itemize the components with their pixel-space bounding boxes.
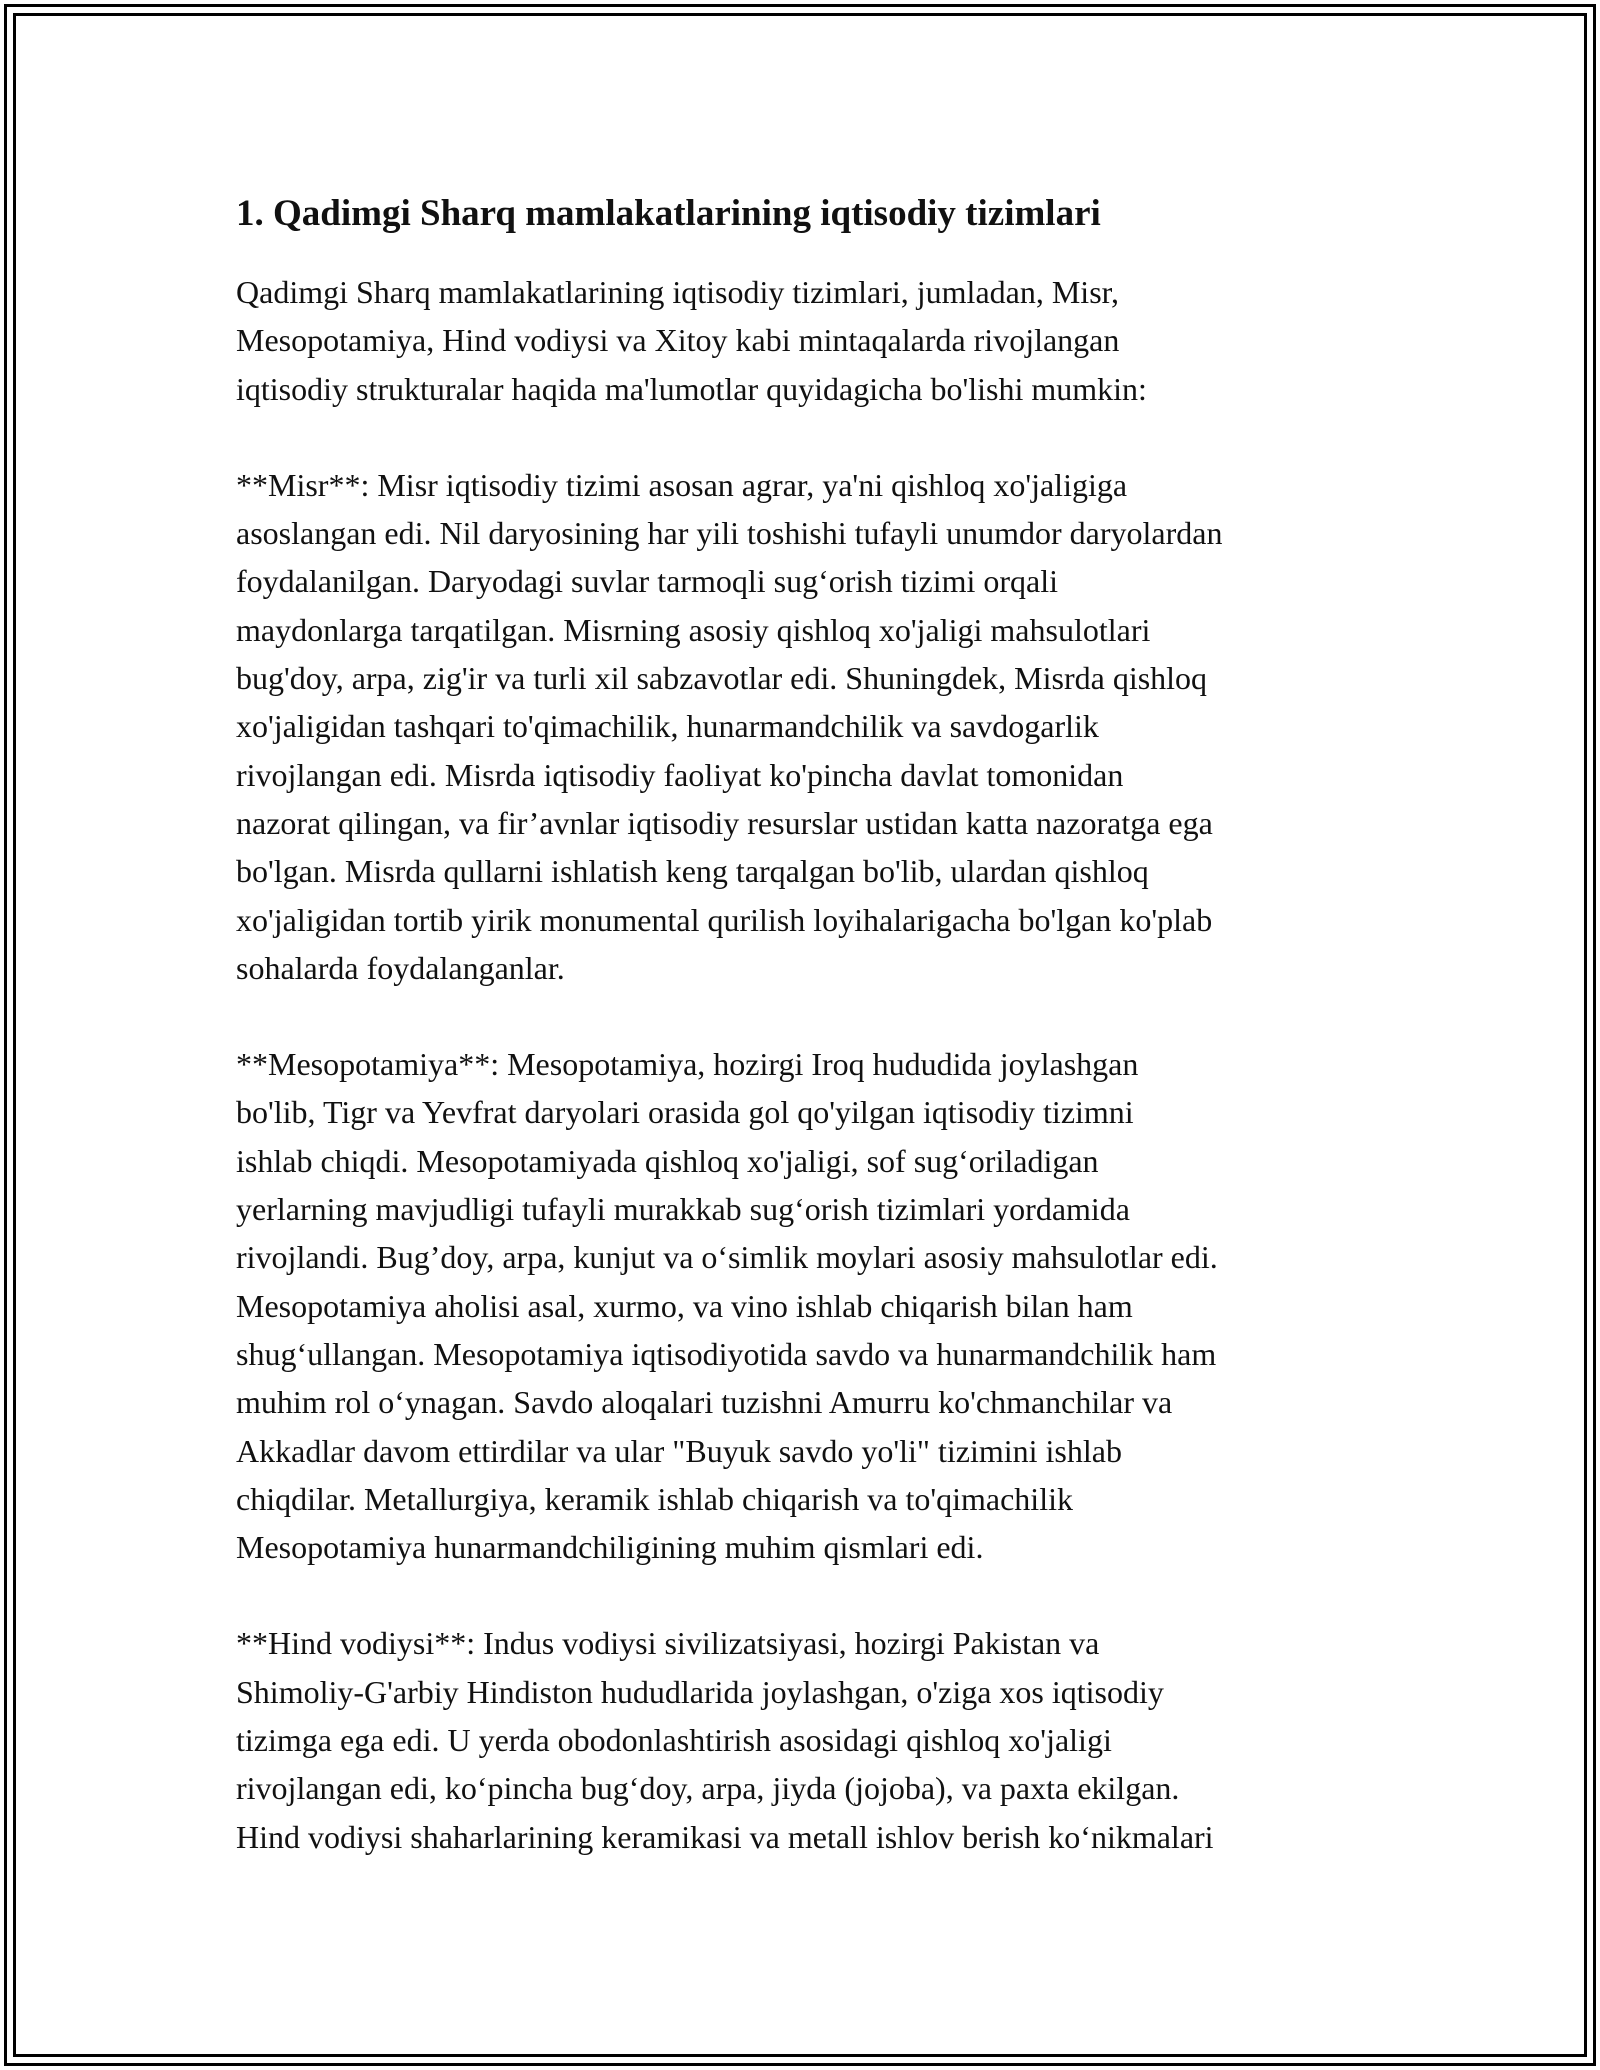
paragraph-mesopotamiya: **Mesopotamiya**: Mesopotamiya, hozirgi Iroq hududida joylashgan bo'lib, Tigr va Yevfrat daryolari orasida gol qo'yilgan iqtisodiy tizimni ishlab chiqdi. Mesopotamiyada qishloq xo'jaligi, sof sug‘oriladigan yerlarning mavjudligi tufayli murakkab sug‘orish tizimlari yordamida rivojlandi. Bug’doy, arpa, kunjut va o‘simlik moylari asosiy mahsulotlar edi. Mesopotamiya aholisi asal, xurmo, va vino ishlab chiqarish bilan ham shug‘ullangan. Mesopotamiya iqtisodiyotida savdo va hunarmandchilik ham muhim rol o‘ynagan. Savdo aloqalari tuzishni Amurru ko'chmanchilar va Akkadlar davom ettirdilar va ular "Buyuk savdo yo'li" tizimini ishlab chiqdilar. Metallurgiya, keramik ishlab chiqarish va to'qimachilik Mesopotamiya hunarmandchiligining muhim qismlari edi. bbox=[236, 1046, 1218, 1566]
paragraph-misr: **Misr**: Misr iqtisodiy tizimi asosan agrar, ya'ni qishloq xo'jaligiga asoslangan edi. Nil daryosining har yili toshishi tufayli unumdor daryolardan foydalanilgan. Daryodagi suvlar tarmoqli sug‘orish tizimi orqali maydonlarga tarqatilgan. Misrning asosiy qishloq xo'jaligi mahsulotlari bug'doy, arpa, zig'ir va turli xil sabzavotlar edi. Shuningdek, Misrda qishloq xo'jaligidan tashqari to'qimachilik, hunarmandchilik va savdogarlik rivojlangan edi. Misrda iqtisodiy faoliyat ko'pincha davlat tomonidan nazorat qilingan, va fir’avnlar iqtisodiy resurslar ustidan katta nazoratga ega bo'lgan. Misrda qullarni ishlatish keng tarqalgan bo'lib, ulardan qishloq xo'jaligidan tortib yirik monumental qurilish loyihalarigacha bo'lgan ko'plab sohalarda foydalanganlar. bbox=[236, 466, 1223, 986]
paragraph-hind-vodiysi: **Hind vodiysi**: Indus vodiysi sivilizatsiyasi, hozirgi Pakistan va Shimoliy-G'arbiy Hindiston hududlarida joylashgan, o'ziga xos iqtisodiy tizimga ega edi. U yerda obodonlashtirish asosidagi qishloq xo'jaligi rivojlangan edi, ko‘pincha bug‘doy, arpa, jiyda (jojoba), va paxta ekilgan. Hind vodiysi shaharlarining keramikasi va metall ishlov berish ko‘nikmalari bbox=[236, 1625, 1214, 1855]
section-heading: 1. Qadimgi Sharq mamlakatlarining iqtisodiy tizimlari bbox=[236, 193, 1101, 234]
paragraph-intro: Qadimgi Sharq mamlakatlarining iqtisodiy tizimlari, jumladan, Misr, Mesopotamiya, Hind vodiysi va Xitoy kabi mintaqalarda rivojlangan iqtisodiy strukturalar haqida ma'lumotlar quyidagicha bo'lishi mumkin: bbox=[236, 274, 1147, 407]
document-body bbox=[236, 190, 1376, 1909]
